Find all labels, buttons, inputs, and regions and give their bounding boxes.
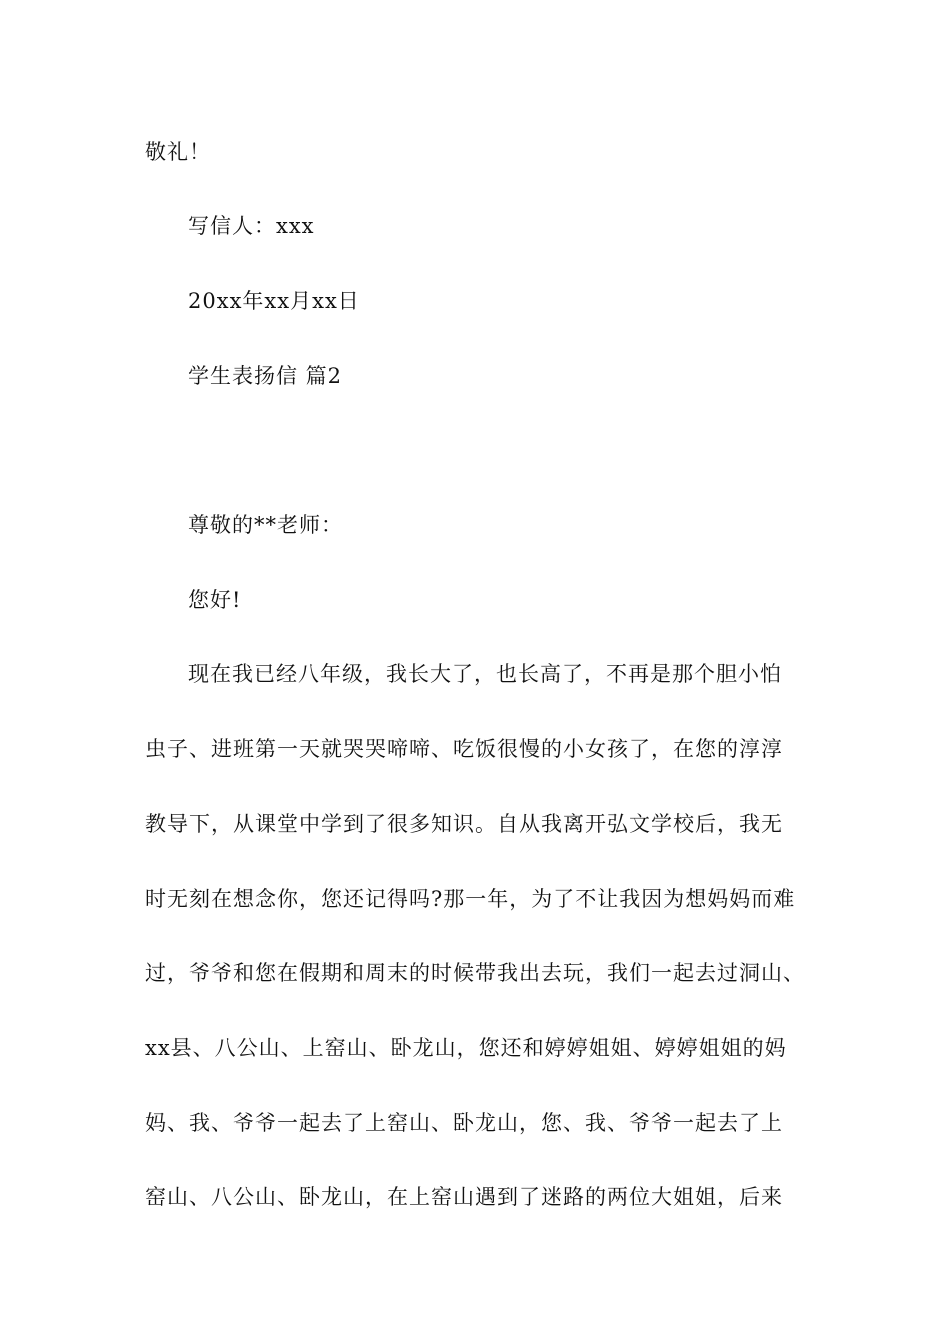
closing-text: 敬礼！ [145,140,211,164]
body-line: 虫子、进班第一天就哭哭啼啼、吃饭很慢的小女孩了，在您的淳淳 [145,737,783,761]
writer-signature: 写信人：xxx [188,214,315,238]
body-line: 窑山、八公山、卧龙山，在上窑山遇到了迷路的两位大姐姐，后来 [145,1185,783,1209]
body-line: 过，爷爷和您在假期和周末的时候带我出去玩，我们一起去过洞山、 [145,961,805,985]
section-heading: 学生表扬信 篇2 [188,364,343,388]
body-line: 妈、我、爷爷一起去了上窑山、卧龙山，您、我、爷爷一起去了上 [145,1111,783,1135]
body-line: xx县、八公山、上窑山、卧龙山，您还和婷婷姐姐、婷婷姐姐的妈 [145,1036,787,1060]
letter-greeting: 您好! [188,588,242,612]
body-line: 时无刻在想念你，您还记得吗?那一年，为了不让我因为想妈妈而难 [145,887,796,911]
letter-salutation: 尊敬的**老师： [188,513,343,537]
body-line: 现在我已经八年级，我长大了，也长高了，不再是那个胆小怕 [188,662,782,686]
body-line: 教导下，从课堂中学到了很多知识。自从我离开弘文学校后，我无 [145,812,783,836]
letter-date: 20xx年xx月xx日 [188,289,360,313]
